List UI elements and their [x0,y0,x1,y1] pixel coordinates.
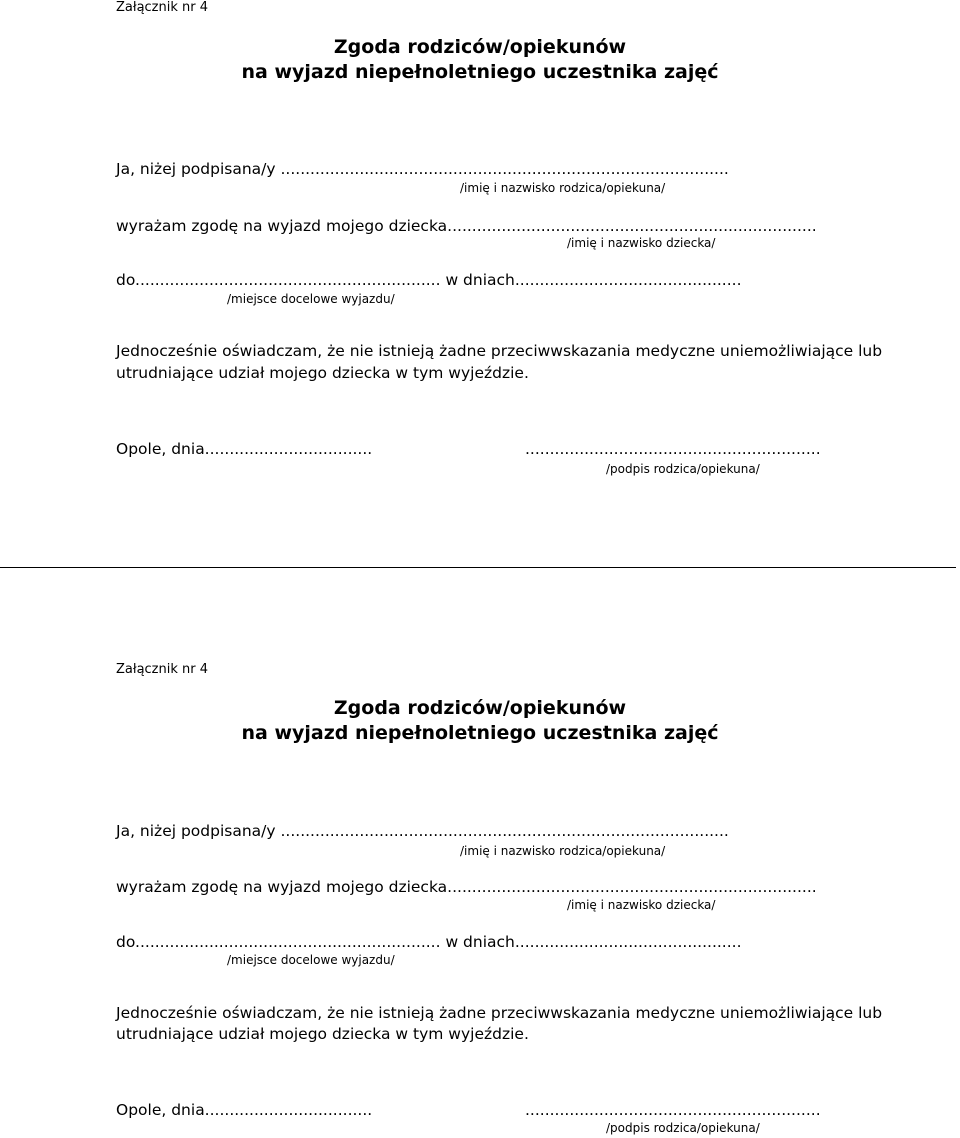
annex-label: Załącznik nr 4 [116,662,209,677]
signer-name-caption: /imię i nazwisko rodzica/opiekuna/ [460,181,666,195]
destination-line: do.............................................................. w dniach.............................................. [116,271,742,289]
destination-caption: /miejsce docelowe wyjazdu/ [227,953,395,967]
place-date-line: Opole, dnia.................................. [116,1101,373,1119]
declaration-line-1: Jednocześnie oświadczam, że nie istnieją żadne przeciwwskazania medyczne uniemożliwiające lub [116,1004,883,1022]
signature-caption: /podpis rodzica/opiekuna/ [606,1121,760,1135]
signer-name-line: Ja, niżej podpisana/y ........................................................................................... [116,160,729,178]
signature-caption: /podpis rodzica/opiekuna/ [606,462,760,476]
form-subtitle: na wyjazd niepełnoletniego uczestnika zajęć [241,61,719,83]
destination-caption: /miejsce docelowe wyjazdu/ [227,292,395,306]
declaration-line-2: utrudniające udział mojego dziecka w tym wyjeździe. [116,364,529,382]
form-title: Zgoda rodziców/opiekunów [333,697,627,719]
signature-line: ............................................................ [525,440,821,458]
declaration-line-2: utrudniające udział mojego dziecka w tym wyjeździe. [116,1025,529,1043]
annex-label: Załącznik nr 4 [116,0,209,15]
signer-name-line: Ja, niżej podpisana/y ........................................................................................... [116,822,729,840]
cut-separator-line [0,567,956,568]
destination-line: do.............................................................. w dniach.............................................. [116,933,742,951]
child-name-caption: /imię i nazwisko dziecka/ [567,898,716,912]
child-consent-line: wyrażam zgodę na wyjazd mojego dziecka........................................................................... [116,217,817,235]
form-subtitle: na wyjazd niepełnoletniego uczestnika zajęć [241,722,719,744]
child-name-caption: /imię i nazwisko dziecka/ [567,236,716,250]
form-title: Zgoda rodziców/opiekunów [333,36,627,58]
child-consent-line: wyrażam zgodę na wyjazd mojego dziecka........................................................................... [116,878,817,896]
signer-name-caption: /imię i nazwisko rodzica/opiekuna/ [460,844,666,858]
signature-line: ............................................................ [525,1101,821,1119]
place-date-line: Opole, dnia.................................. [116,440,373,458]
declaration-line-1: Jednocześnie oświadczam, że nie istnieją żadne przeciwwskazania medyczne uniemożliwiające lub [116,342,883,360]
